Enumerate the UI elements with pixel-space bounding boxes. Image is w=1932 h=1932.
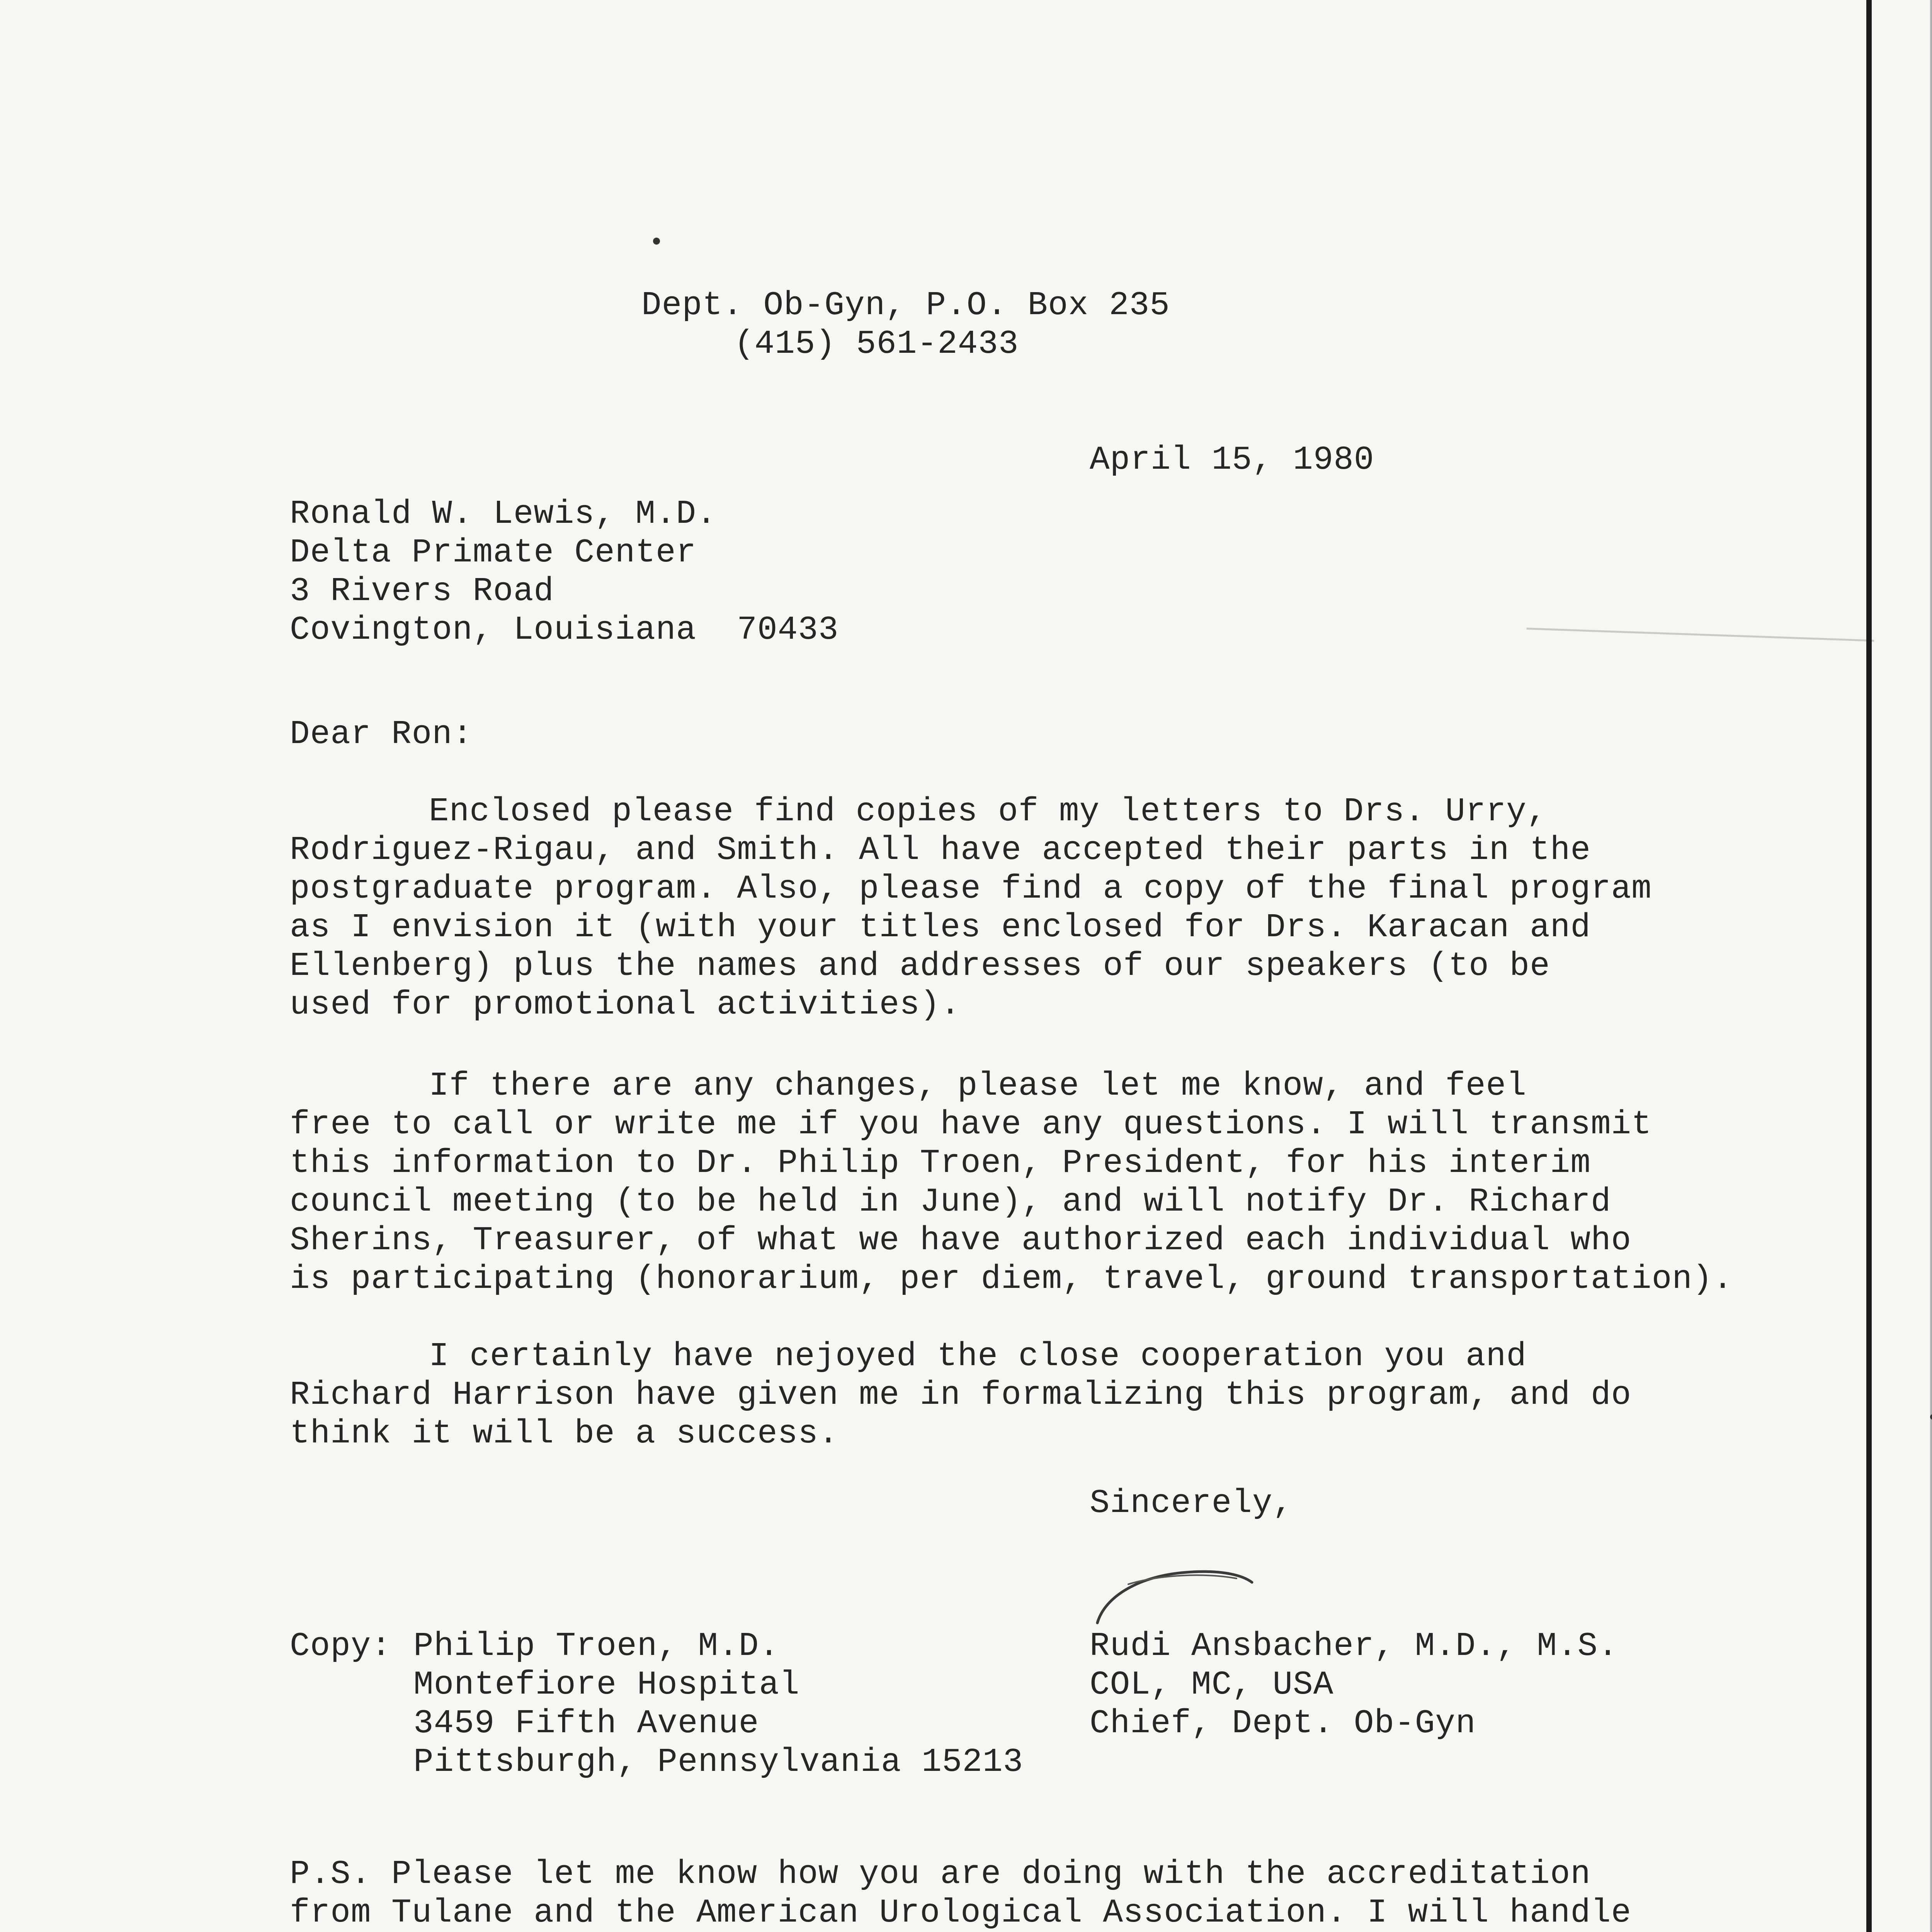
paragraph-line: council meeting (to be held in June), and will notify Dr. Richard [290,1183,1611,1221]
postscript-line: P.S. Please let me know how you are doing with the accreditation [290,1855,1591,1893]
signatory-rank: COL, MC, USA [1090,1666,1334,1704]
recipient-line: 3 Rivers Road [290,572,554,610]
handwritten-signature-icon [1082,1561,1260,1631]
page-edge-line [1866,0,1872,1932]
recipient-line: Covington, Louisiana 70433 [290,611,839,649]
postscript-line: from Tulane and the American Urological Association. I will handle [290,1894,1632,1932]
stray-ink-dot [653,238,660,245]
paragraph-line: I certainly have nejoyed the close cooperation you and [429,1337,1527,1375]
salutation: Dear Ron: [290,715,473,753]
letter-date: April 15, 1980 [1090,441,1374,479]
copy-label: Copy: [290,1627,392,1665]
copy-line: Montefiore Hospital [413,1666,800,1704]
copy-line: Philip Troen, M.D. [413,1627,779,1665]
copy-line: Pittsburgh, Pennsylvania 15213 [413,1743,1024,1781]
paragraph-line: Sherins, Treasurer, of what we have authorized each individual who [290,1221,1632,1259]
paper-fold-crease [1526,628,1874,651]
recipient-line: Ronald W. Lewis, M.D. [290,495,717,533]
paragraph-line: think it will be a success. [290,1415,839,1452]
paragraph-line: Enclosed please find copies of my letters to Drs. Urry, [429,793,1547,830]
paragraph-line: Richard Harrison have given me in formalizing this program, and do [290,1376,1632,1414]
paragraph-line: If there are any changes, please let me know, and feel [429,1067,1527,1105]
signatory-title: Chief, Dept. Ob-Gyn [1090,1704,1476,1742]
paragraph-line: postgraduate program. Also, please find a copy of the final program [290,870,1652,908]
header-phone: (415) 561-2433 [734,325,1019,363]
paragraph-line: as I envision it (with your titles enclosed for Drs. Karacan and [290,908,1591,946]
paragraph-line: this information to Dr. Philip Troen, President, for his interim [290,1144,1591,1182]
closing: Sincerely, [1090,1484,1293,1522]
paragraph-line: Rodriguez-Rigau, and Smith. All have accepted their parts in the [290,831,1591,869]
paragraph-line: free to call or write me if you have any questions. I will transmit [290,1105,1652,1143]
header-address: Dept. Ob-Gyn, P.O. Box 235 [641,286,1170,324]
paragraph-line: used for promotional activities). [290,986,961,1024]
paragraph-line: is participating (honorarium, per diem, travel, ground transportation). [290,1260,1733,1298]
paragraph-line: Ellenberg) plus the names and addresses of our speakers (to be [290,947,1550,985]
signatory-name: Rudi Ansbacher, M.D., M.S. [1090,1627,1618,1665]
recipient-line: Delta Primate Center [290,534,697,571]
copy-line: 3459 Fifth Avenue [413,1704,759,1742]
page-edge-shadow [1930,0,1932,1932]
